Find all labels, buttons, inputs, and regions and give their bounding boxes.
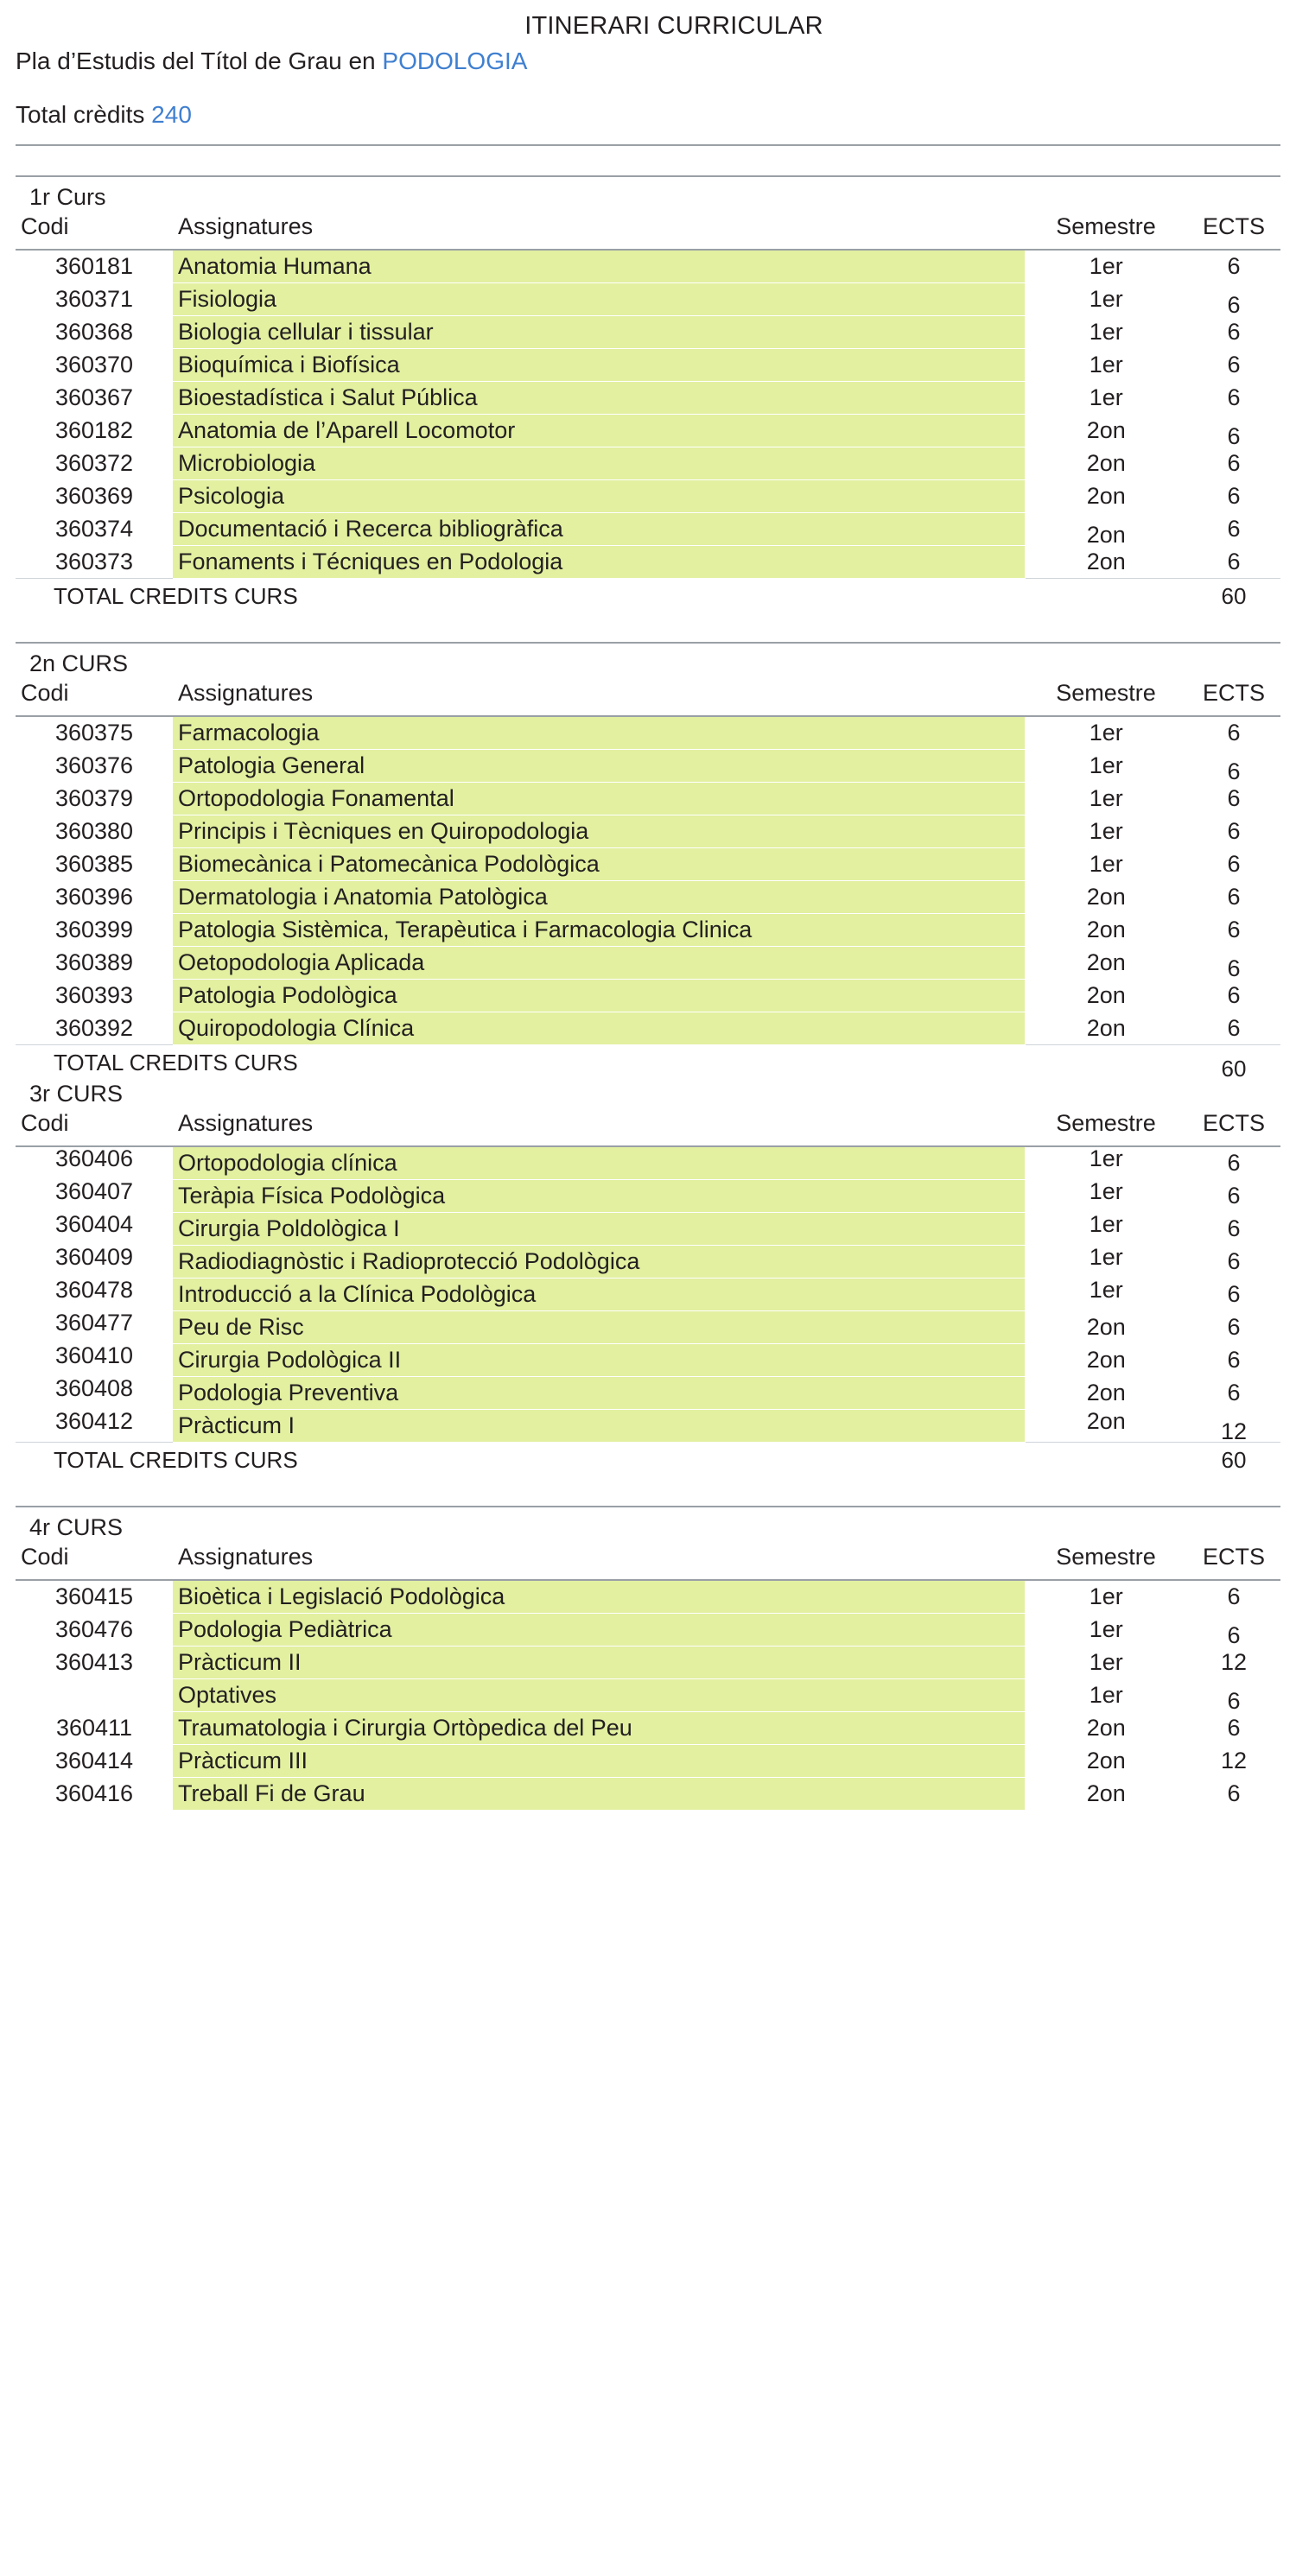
cell-assignatura: Treball Fi de Grau (173, 1778, 1025, 1811)
cell-ects: 6 (1227, 1347, 1241, 1373)
cell-codi: 360404 (54, 1211, 134, 1237)
cell-codi: 360396 (54, 884, 134, 910)
cell-codi: 360373 (54, 548, 134, 574)
cell-codi: 360413 (54, 1649, 134, 1675)
cell-ects: 12 (1220, 1748, 1248, 1773)
column-header-codi: Codi (16, 211, 173, 250)
course-block-3 (16, 1081, 1280, 1476)
cell-ects: 6 (1227, 319, 1241, 345)
cell-ects: 6 (1227, 384, 1241, 410)
table-row (16, 1344, 1280, 1377)
cell-ects: 6 (1227, 483, 1241, 509)
cell-assignatura: Patologia Sistèmica, Terapèutica i Farmacologia Clinica (173, 914, 1025, 947)
cell-ects: 6 (1227, 955, 1241, 981)
cell-assignatura: Traumatologia i Cirurgia Ortòpedica del Peu (173, 1712, 1025, 1745)
table-row (16, 250, 1280, 283)
cell-assignatura: Bioquímica i Biofísica (173, 349, 1025, 382)
cell-ects: 6 (1227, 917, 1241, 942)
table-row (16, 783, 1280, 815)
cell-assignatura: Pràcticum III (173, 1745, 1025, 1778)
cell-codi: 360406 (54, 1145, 134, 1172)
table-row (16, 382, 1280, 415)
cell-semestre: 1er (1089, 1583, 1123, 1610)
cell-assignatura: Principis i Tècniques en Quiropodologia (173, 815, 1025, 848)
column-header-semestre: Semestre (1025, 211, 1187, 250)
cell-assignatura: Bioètica i Legislació Podològica (173, 1580, 1025, 1614)
cell-semestre: 1er (1089, 352, 1123, 378)
course-title-3: 3r CURS (29, 1081, 124, 1107)
cell-assignatura: Peu de Risc (173, 1311, 1025, 1344)
course-table-3 (16, 1107, 1280, 1476)
table-row (16, 283, 1280, 316)
course-title-2: 2n CURS (16, 642, 1280, 677)
cell-assignatura: Ortopodologia clínica (173, 1146, 1025, 1180)
cell-ects: 6 (1227, 548, 1241, 574)
cell-assignatura: Bioestadística i Salut Pública (173, 382, 1025, 415)
cell-assignatura: Cirurgia Podològica II (173, 1344, 1025, 1377)
total-spacer (1025, 579, 1187, 613)
cell-ects: 6 (1227, 1780, 1241, 1806)
cell-semestre: 2on (1086, 1314, 1126, 1340)
cell-semestre: 2on (1086, 1780, 1126, 1806)
cell-semestre: 1er (1089, 752, 1123, 778)
cell-assignatura: Anatomia de l’Aparell Locomotor (173, 415, 1025, 447)
cell-assignatura: Fonaments i Técniques en Podologia (173, 546, 1025, 579)
total-ects: 60 (1187, 1443, 1280, 1477)
cell-semestre: 2on (1086, 949, 1126, 975)
table-row (16, 1311, 1280, 1344)
table-row (16, 1012, 1280, 1045)
cell-codi: 360380 (54, 818, 134, 844)
cell-semestre: 2on (1086, 917, 1126, 942)
total-spacer (1025, 1443, 1187, 1477)
cell-codi: 360368 (54, 319, 134, 345)
cell-codi: 360389 (54, 949, 134, 975)
cell-codi: 360477 (54, 1310, 134, 1336)
pla-estudis-label: Pla d’Estudis del Títol de Grau en (16, 48, 383, 74)
table-row (16, 316, 1280, 349)
cell-assignatura: Ortopodologia Fonamental (173, 783, 1025, 815)
cell-codi: 360374 (54, 516, 134, 542)
table-header-row (16, 1541, 1280, 1580)
cell-assignatura: Farmacologia (173, 716, 1025, 750)
cell-ects: 6 (1227, 1380, 1241, 1405)
cell-codi: 360385 (54, 851, 134, 877)
cell-assignatura: Pràcticum I (173, 1410, 1025, 1443)
cell-assignatura: Optatives (173, 1679, 1025, 1712)
total-label: TOTAL CREDITS CURS (16, 1045, 1025, 1080)
total-row (16, 1443, 1280, 1477)
cell-ects: 6 (1227, 1622, 1241, 1648)
table-row (16, 881, 1280, 914)
cell-codi: 360408 (54, 1375, 134, 1401)
cell-codi: 360476 (54, 1616, 134, 1642)
cell-semestre: 1er (1089, 720, 1123, 746)
table-row (16, 848, 1280, 881)
table-row (16, 1278, 1280, 1311)
cell-assignatura: Psicologia (173, 480, 1025, 513)
cell-semestre: 2on (1086, 548, 1126, 574)
cell-assignatura: Biologia cellular i tissular (173, 316, 1025, 349)
cell-codi: 360182 (54, 417, 134, 443)
table-row (16, 1712, 1280, 1745)
cell-codi: 360181 (54, 253, 134, 280)
total-credits-label: Total crèdits (16, 101, 152, 128)
cell-semestre: 1er (1089, 1211, 1123, 1237)
course-table-1 (16, 211, 1280, 612)
cell-ects: 6 (1227, 253, 1241, 280)
column-header-ects: ECTS (1187, 1107, 1280, 1146)
cell-ects: 6 (1227, 1183, 1241, 1209)
cell-semestre: 2on (1086, 417, 1126, 443)
column-header-assignatures: Assignatures (173, 211, 1025, 250)
cell-ects: 6 (1227, 1715, 1241, 1741)
cell-codi: 360416 (54, 1780, 134, 1806)
cell-semestre: 1er (1089, 286, 1123, 312)
document-header (16, 0, 1280, 146)
course-title-4: 4r CURS (16, 1506, 1280, 1541)
cell-semestre: 1er (1089, 1649, 1123, 1675)
table-header-row (16, 677, 1280, 716)
cell-assignatura: Teràpia Física Podològica (173, 1180, 1025, 1213)
column-header-assignatures: Assignatures (173, 677, 1025, 716)
column-header-ects: ECTS (1187, 1541, 1280, 1580)
cell-assignatura: Patologia General (173, 750, 1025, 783)
cell-codi: 360399 (54, 917, 134, 942)
cell-ects: 12 (1220, 1418, 1248, 1444)
cell-ects: 6 (1227, 292, 1241, 318)
cell-codi: 360375 (54, 720, 134, 746)
cell-semestre: 2on (1086, 483, 1126, 509)
cell-ects: 6 (1227, 450, 1241, 476)
cell-assignatura: Radiodiagnòstic i Radioprotecció Podològica (173, 1246, 1025, 1278)
cell-assignatura: Quiropodologia Clínica (173, 1012, 1025, 1045)
table-row (16, 1778, 1280, 1811)
cell-codi: 360376 (54, 752, 134, 778)
cell-ects: 6 (1227, 785, 1241, 811)
cell-codi: 360478 (54, 1277, 134, 1303)
cell-assignatura: Anatomia Humana (173, 250, 1025, 283)
cell-semestre: 1er (1089, 851, 1123, 877)
cell-semestre: 1er (1089, 1244, 1123, 1270)
column-header-semestre: Semestre (1025, 1541, 1187, 1580)
cell-ects: 6 (1227, 851, 1241, 877)
table-header-row (16, 211, 1280, 250)
page-title: ITINERARI CURRICULAR (524, 12, 823, 40)
cell-ects: 6 (1227, 818, 1241, 844)
cell-ects: 6 (1227, 1014, 1241, 1041)
course-title-1: 1r Curs (16, 175, 1280, 211)
cell-assignatura: Pràcticum II (173, 1646, 1025, 1679)
column-header-semestre: Semestre (1025, 677, 1187, 716)
cell-ects: 6 (1227, 516, 1241, 542)
cell-codi: 360367 (54, 384, 134, 410)
column-header-codi: Codi (16, 677, 173, 716)
cell-assignatura: Podologia Preventiva (173, 1377, 1025, 1410)
total-credits-line (16, 101, 1280, 136)
total-row (16, 579, 1280, 613)
pla-estudis-line (16, 48, 1280, 75)
table-row (16, 750, 1280, 783)
cell-ects: 6 (1227, 1215, 1241, 1241)
cell-codi: 360393 (54, 982, 134, 1008)
column-header-assignatures: Assignatures (173, 1107, 1025, 1146)
cell-ects: 6 (1227, 1248, 1241, 1274)
column-header-codi: Codi (16, 1541, 173, 1580)
cell-semestre: 2on (1086, 982, 1126, 1008)
cell-ects: 6 (1227, 758, 1241, 784)
cell-ects: 6 (1227, 884, 1241, 910)
column-header-ects: ECTS (1187, 677, 1280, 716)
course-table-4 (16, 1541, 1280, 1811)
cell-ects: 6 (1227, 1314, 1241, 1340)
table-row (16, 447, 1280, 480)
cell-assignatura: Oetopodologia Aplicada (173, 947, 1025, 980)
total-spacer (1025, 1045, 1187, 1080)
table-row (16, 980, 1280, 1012)
cell-semestre: 2on (1086, 884, 1126, 910)
table-row (16, 947, 1280, 980)
course-block-4 (16, 1506, 1280, 1811)
table-row (16, 1679, 1280, 1712)
column-header-ects: ECTS (1187, 211, 1280, 250)
cell-ects: 6 (1227, 1150, 1241, 1177)
cell-ects: 6 (1227, 1688, 1241, 1714)
cell-semestre: 1er (1089, 253, 1123, 280)
table-row (16, 1410, 1280, 1443)
table-row (16, 716, 1280, 750)
total-row (16, 1045, 1280, 1080)
cell-codi: 360371 (54, 286, 134, 312)
cell-codi: 360372 (54, 450, 134, 476)
cell-assignatura: Microbiologia (173, 447, 1025, 480)
table-row (16, 815, 1280, 848)
cell-codi (16, 1679, 173, 1712)
total-ects: 60 (1187, 579, 1280, 613)
table-row (16, 914, 1280, 947)
cell-assignatura: Introducció a la Clínica Podològica (173, 1278, 1025, 1311)
cell-codi: 360415 (54, 1583, 134, 1610)
table-row (16, 513, 1280, 546)
cell-semestre: 1er (1089, 384, 1123, 410)
cell-semestre: 1er (1089, 319, 1123, 345)
table-row (16, 415, 1280, 447)
cell-codi: 360369 (54, 483, 134, 509)
column-header-assignatures: Assignatures (173, 1541, 1025, 1580)
cell-codi: 360411 (55, 1715, 133, 1741)
cell-ects: 6 (1227, 982, 1241, 1008)
total-credits-value: 240 (151, 101, 192, 128)
column-header-codi: Codi (16, 1107, 173, 1146)
total-label: TOTAL CREDITS CURS (16, 1443, 1025, 1477)
cell-codi: 360409 (54, 1244, 134, 1270)
course-block-1 (16, 175, 1280, 612)
cell-codi: 360410 (54, 1342, 134, 1368)
cell-semestre: 1er (1089, 785, 1123, 811)
cell-codi: 360414 (54, 1748, 134, 1773)
table-row (16, 1646, 1280, 1679)
cell-assignatura: Podologia Pediàtrica (173, 1614, 1025, 1646)
cell-ects: 6 (1227, 423, 1241, 449)
cell-semestre: 2on (1086, 450, 1126, 476)
cell-semestre: 2on (1086, 1014, 1126, 1041)
cell-semestre: 1er (1089, 818, 1123, 844)
cell-semestre: 1er (1089, 1277, 1123, 1303)
cell-assignatura: Documentació i Recerca bibliogràfica (173, 513, 1025, 546)
cell-assignatura: Dermatologia i Anatomia Patològica (173, 881, 1025, 914)
cell-codi: 360407 (54, 1178, 134, 1204)
cell-semestre: 2on (1086, 522, 1126, 548)
cell-assignatura: Patologia Podològica (173, 980, 1025, 1012)
table-row (16, 1745, 1280, 1778)
table-row (16, 1580, 1280, 1614)
cell-ects: 6 (1227, 1583, 1241, 1610)
cell-assignatura: Cirurgia Poldològica I (173, 1213, 1025, 1246)
cell-codi: 360412 (54, 1407, 134, 1434)
cell-semestre: 2on (1086, 1748, 1126, 1773)
table-row (16, 349, 1280, 382)
cell-ects: 6 (1227, 720, 1241, 746)
cell-semestre: 2on (1086, 1347, 1126, 1373)
cell-assignatura: Biomecànica i Patomecànica Podològica (173, 848, 1025, 881)
cell-assignatura: Fisiologia (173, 283, 1025, 316)
cell-semestre: 2on (1086, 1715, 1126, 1741)
cell-semestre: 2on (1086, 1380, 1126, 1405)
cell-semestre: 1er (1089, 1145, 1123, 1172)
cell-ects: 6 (1227, 1281, 1241, 1307)
cell-ects: 12 (1220, 1649, 1248, 1675)
table-header-row (16, 1107, 1280, 1146)
cell-codi: 360379 (54, 785, 134, 811)
cell-codi: 360392 (54, 1014, 134, 1041)
cell-semestre: 2on (1086, 1407, 1126, 1434)
cell-ects: 6 (1227, 352, 1241, 378)
cell-semestre: 1er (1089, 1616, 1123, 1642)
course-table-2 (16, 677, 1280, 1082)
degree-name: PODOLOGIA (382, 48, 528, 74)
course-block-2 (16, 642, 1280, 1082)
total-ects: 60 (1187, 1051, 1280, 1086)
table-row (16, 480, 1280, 513)
table-row (16, 1614, 1280, 1646)
column-header-semestre: Semestre (1025, 1107, 1187, 1146)
total-label: TOTAL CREDITS CURS (16, 579, 1025, 613)
cell-semestre: 1er (1089, 1178, 1123, 1204)
cell-semestre: 1er (1089, 1682, 1123, 1708)
cell-codi: 360370 (54, 352, 134, 378)
